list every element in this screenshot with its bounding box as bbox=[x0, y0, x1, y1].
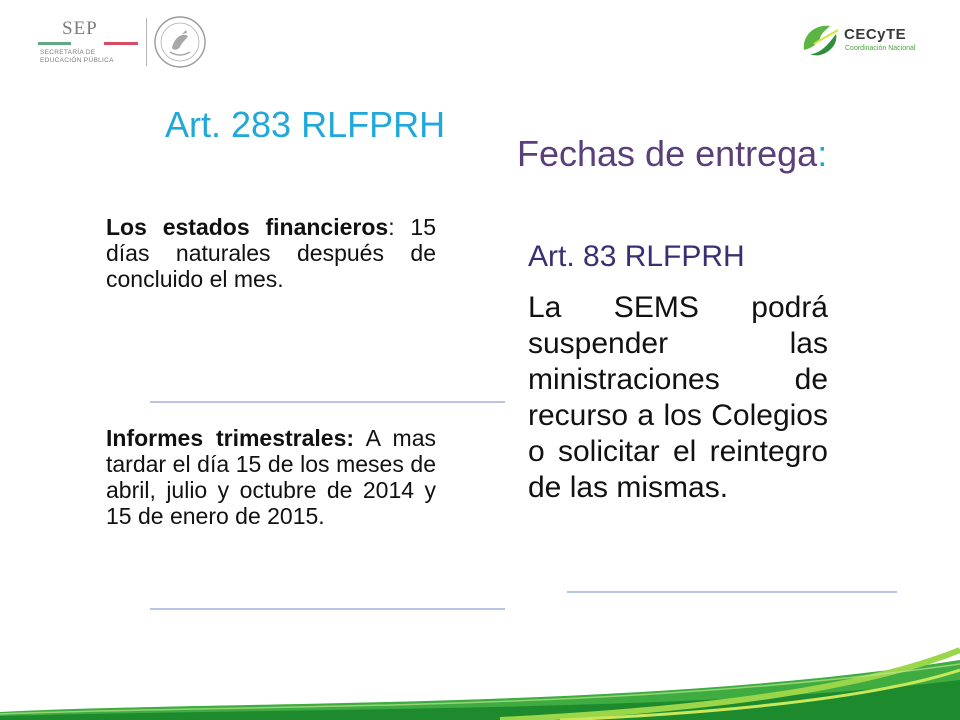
footer-swoosh bbox=[0, 600, 960, 720]
financial-statements-block bbox=[106, 214, 436, 292]
sep-subtitle-line1: SECRETARÍA DE bbox=[40, 49, 96, 56]
divider-line bbox=[567, 591, 897, 593]
quarterly-reports-heading: Informes trimestrales: bbox=[106, 425, 355, 451]
quarterly-reports-text: A mas tardar el día 15 de los meses de abril, julio y octubre de 2014 y 15 de enero de 2015. bbox=[106, 425, 436, 529]
sep-logo bbox=[38, 14, 218, 74]
divider-line bbox=[150, 401, 505, 403]
right-title bbox=[517, 133, 827, 175]
right-title-colon: : bbox=[817, 133, 828, 174]
cecyte-leaf-icon bbox=[800, 20, 842, 58]
financial-statements-text: : 15 días naturales después de concluido el mes. bbox=[106, 214, 436, 292]
cecyte-logo bbox=[800, 20, 922, 60]
right-body-text: La SEMS podrá suspender las ministraciones de recurso a los Colegios o solicitar el reintegro de las mismas. bbox=[528, 291, 828, 504]
sep-logo-subtitle bbox=[40, 49, 114, 65]
mexican-seal-icon bbox=[152, 14, 208, 70]
cecyte-logo-text: CECyTE bbox=[844, 26, 907, 43]
right-subtitle: Art. 83 RLFPRH bbox=[528, 240, 745, 273]
sep-logo-text: SEP bbox=[62, 18, 98, 39]
cecyte-logo-subtitle: Coordinación Nacional bbox=[845, 45, 916, 52]
logo-divider bbox=[146, 18, 147, 66]
right-title-text: Fechas de entrega bbox=[517, 133, 818, 174]
sep-subtitle-line2: EDUCACIÓN PÚBLICA bbox=[40, 57, 114, 64]
sep-logo-rule bbox=[38, 42, 138, 45]
financial-statements-heading: Los estados financieros bbox=[106, 214, 389, 240]
left-title: Art. 283 RLFPRH bbox=[165, 104, 446, 145]
quarterly-reports-block bbox=[106, 425, 436, 529]
